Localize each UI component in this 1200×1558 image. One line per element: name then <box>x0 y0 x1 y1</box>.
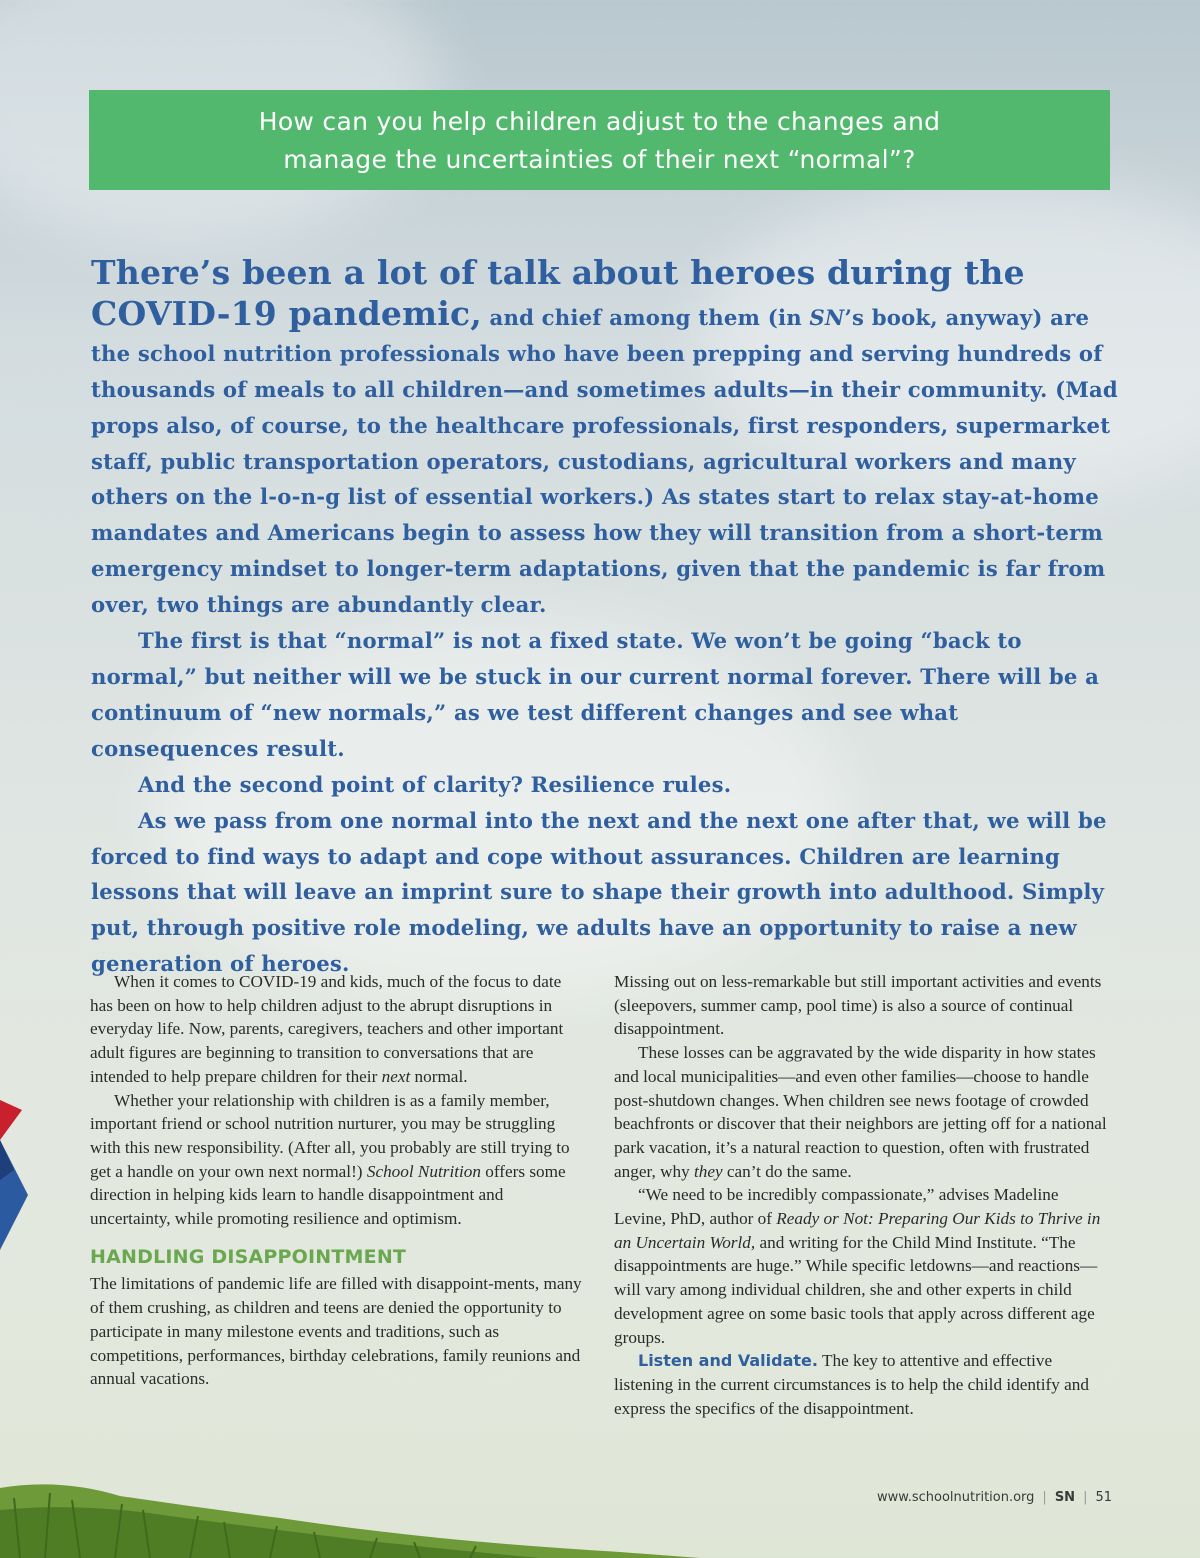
intro-text <box>91 254 1121 982</box>
text-run: These losses can be aggravated by the wide disparity in how states and local municipalities—and even other families—choose to handle post-shutdown changes. When children see news footage of crowded beachfronts or discover that their neighbors are jetting off for a national park vacation, it’s a natural reaction to question, often with frustrated anger, why <box>614 1043 1107 1181</box>
italic-text: they <box>693 1161 723 1181</box>
intro-sn-italic: SN <box>809 304 845 330</box>
text-run: can’t do the same. <box>722 1161 852 1181</box>
text-run: offers some direction in helping kids learn to handle disappointment and uncertainty, while promoting resilience and optimism. <box>90 1161 566 1229</box>
intro-lead: There’s been a lot of talk about heroes during the COVID-19 pandemic, <box>91 253 1025 333</box>
body-paragraph <box>614 1349 1114 1420</box>
text-run: “We need to be incredibly compassionate,” advises Madeline Levine, PhD, author of <box>614 1185 1059 1229</box>
kite-image <box>0 1100 30 1250</box>
body-paragraph <box>90 970 587 1089</box>
footer-separator: | <box>1042 1490 1047 1505</box>
intro-paragraph-2: The first is that “normal” is not a fixed state. We won’t be going “back to normal,” but neither will we be stuck in our current normal forever. There will be a continuum of “new normals,” as we test different changes and see what consequences result. <box>91 628 1100 761</box>
question-banner <box>89 90 1110 190</box>
text-run: Whether your relationship with children is as a family member, important friend or school nutrition nurturer, you may be struggling with this new responsibility. (After all, you probably are still trying to get a handle on your own next normal!) <box>90 1090 570 1181</box>
right-column <box>614 970 1114 1420</box>
text-run: and writing for the Child Mind Institute. “The disappointments are huge.” While specific letdowns—and reactions—will vary among individual children, she and other experts in child development agree on some basic tools that apply across different age groups. <box>614 1232 1098 1347</box>
intro-paragraph-1 <box>91 254 1121 623</box>
book-title: Ready or Not: Preparing Our Kids to Thrive in an Uncertain World, <box>614 1209 1101 1252</box>
body-paragraph: The limitations of pandemic life are filled with disappoint-ments, many of them crushing, as children and teens are denied the opportunity to participate in many milestone events and traditions, such as competitions, performances, birthday celebrations, family reunions and annual vacations. <box>90 1274 582 1389</box>
banner-line-1: How can you help children adjust to the changes and <box>258 107 941 136</box>
banner-line-2: manage the uncertainties of their next “normal”? <box>283 145 916 174</box>
intro-paragraph-3: And the second point of clarity? Resilience rules. <box>138 771 732 797</box>
intro-text-run: and chief among them (in <box>481 304 810 330</box>
footer-separator: | <box>1083 1490 1088 1505</box>
body-paragraph <box>614 1041 1114 1183</box>
intro-text-run: ’s book, anyway) are the school nutrition professionals who have been prepping and serving hundreds of thousands of meals to all children—and sometimes adults—in their community. (Mad props also, of course, to the healthcare professionals, first responders, supermarket staff, public transportation operators, custodians, agricultural workers and many others on the l-o-n-g list of essential workers.) As states start to relax stay-at-home mandates and Americans begin to assess how they will transition from a short-term emergency mindset to longer-term adaptations, given that the pandemic is far from over, two things are abundantly clear. <box>91 304 1118 618</box>
text-run: normal. <box>410 1066 468 1086</box>
body-paragraph <box>90 1089 587 1231</box>
text-run: The key to attentive and effective listening in the current circumstances is to help the child identify and express the specifics of the disappointment. <box>614 1351 1089 1418</box>
italic-text: School Nutrition <box>366 1161 481 1181</box>
italic-text: next <box>381 1066 411 1086</box>
intro-paragraph-4: As we pass from one normal into the next and the next one after that, we will be forced to find ways to adapt and cope without assurances. Children are learning lessons that will leave an imprint sure to shape their growth into adulthood. Simply put, through positive role modeling, we adults have an opportunity to raise a new generation of heroes. <box>91 807 1107 977</box>
run-in-heading: Listen and Validate. <box>638 1351 818 1371</box>
body-paragraph <box>614 1183 1114 1349</box>
footer-magazine: SN <box>1054 1490 1076 1505</box>
page-footer <box>877 1490 1112 1505</box>
section-heading: HANDLING DISAPPOINTMENT <box>90 1245 407 1268</box>
body-paragraph: Missing out on less-remarkable but still important activities and events (sleepovers, summer camp, pool time) is also a source of continual disappointment. <box>614 972 1102 1039</box>
page-number: 51 <box>1095 1490 1112 1505</box>
text-run: When it comes to COVID-19 and kids, much of the focus to date has been on how to help children adjust to the abrupt disruptions in everyday life. Now, parents, caregivers, teachers and other important adult figures are beginning to transition to conversations that are intended to help prepare children for their <box>90 972 564 1086</box>
footer-url: www.schoolnutrition.org <box>877 1490 1035 1505</box>
left-column <box>90 970 587 1391</box>
